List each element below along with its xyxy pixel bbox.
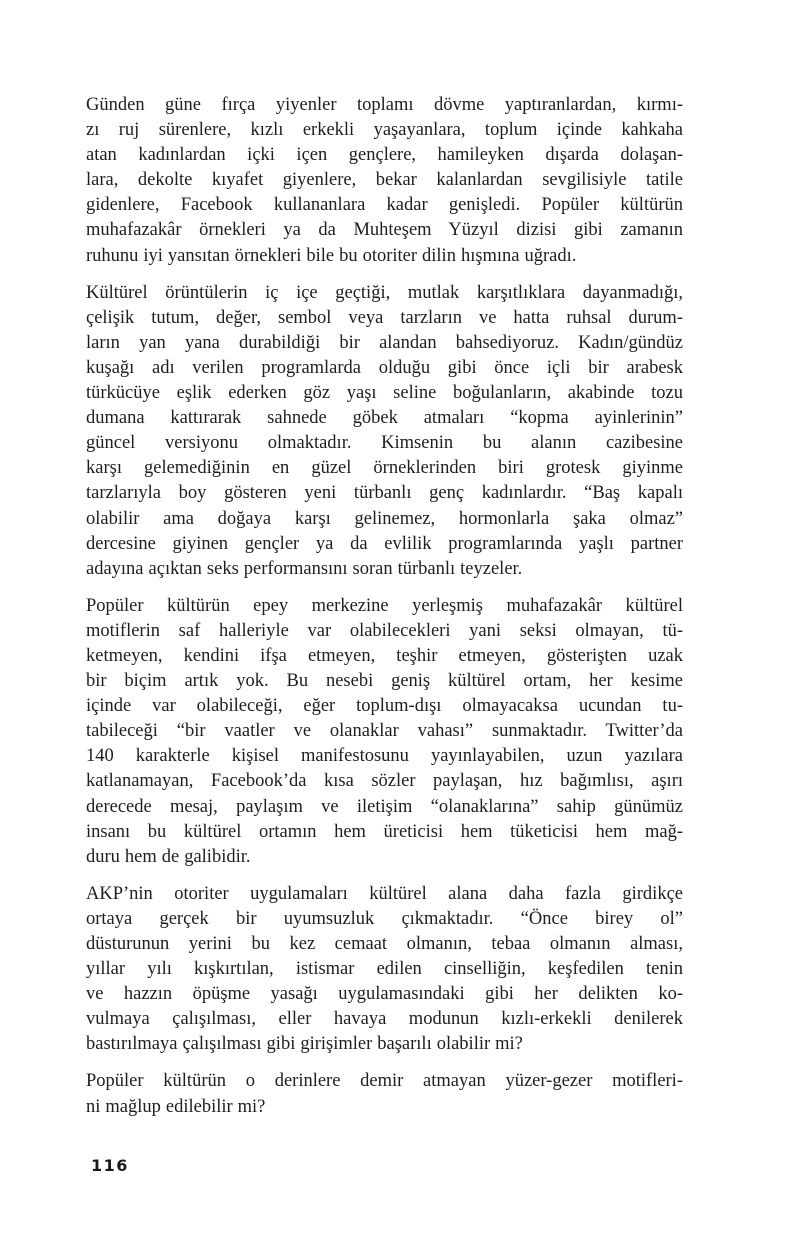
text-line: Kültürel örüntülerin iç içe geçtiği, mutlak karşıtlıklara dayanmadığı, [86, 282, 683, 303]
text-line: tabileceği “bir vaatler ve olanaklar vahası” sunmaktadır. Twitter’da [86, 721, 683, 742]
text-line: muhafazakâr örnekleri ya da Muhteşem Yüzyıl dizisi gibi zamanın [86, 220, 683, 241]
text-line: ve hazzın öpüşme yasağı uygulamasındaki gibi her delikten ko- [86, 984, 683, 1005]
text-line: lara, dekolte kıyafet giyenlere, bekar kalanlardan sevgilisiyle tatile [86, 170, 683, 191]
paragraph [86, 594, 683, 870]
text-line: duru hem de galibidir. [86, 846, 251, 867]
paragraph [86, 1069, 683, 1119]
paragraph [86, 93, 683, 269]
text-line: dercesine giyinen gençler ya da evlilik programlarında yaşlı partner [86, 533, 683, 554]
text-line: yıllar yılı kışkırtılan, istismar edilen cinselliğin, keşfedilen tenin [86, 959, 683, 980]
text-line: bastırılmaya çalışılması gibi girişimler başarılı olabilir mi? [86, 1034, 523, 1055]
text-line: adayına açıktan seks performansını soran türbanlı teyzeler. [86, 558, 523, 579]
paragraph [86, 882, 683, 1058]
text-line: çelişik tutum, değer, sembol veya tarzların ve hatta ruhsal durum- [86, 307, 683, 328]
paragraph [86, 281, 683, 582]
text-line: insanı bu kültürel ortamın hem üreticisi hem tüketicisi hem mağ- [86, 821, 683, 842]
text-line: ruhunu iyi yansıtan örnekleri bile bu otoriter dilin hışmına uğradı. [86, 245, 577, 266]
text-line: Günden güne fırça yiyenler toplamı dövme yaptıranlardan, kırmı- [86, 95, 683, 115]
text-line: ketmeyen, kendini ifşa etmeyen, teşhir etmeyen, gösterişten uzak [86, 645, 683, 666]
text-line: katlanamayan, Facebook’da kısa sözler paylaşan, hız bağımlısı, aşırı [86, 771, 683, 792]
text-line: atan kadınlardan içki içen gençlere, hamileyken dışarda dolaşan- [86, 145, 683, 166]
page-text-block [86, 93, 683, 1132]
text-line: zı ruj sürenlere, kızlı erkekli yaşayanlara, toplum içinde kahkaha [86, 120, 683, 141]
text-line: AKP’nin otoriter uygulamaları kültürel alana daha fazla girdikçe [86, 883, 683, 904]
text-line: türkücüye eşlik ederken göz yaşı seline boğulanların, akabinde tozu [86, 383, 683, 404]
text-line: gidenlere, Facebook kullananlara kadar genişledi. Popüler kültürün [86, 195, 683, 216]
text-line: Popüler kültürün epey merkezine yerleşmiş muhafazakâr kültürel [86, 595, 683, 616]
text-line: vulmaya çalışılması, eller havaya modunun kızlı-erkekli denilerek [86, 1009, 683, 1030]
text-line: dumana kattırarak sahnede göbek atmaları “kopma ayinlerinin” [86, 408, 683, 429]
text-line: ların yan yana durabildiği bir alandan bahsediyoruz. Kadın/gündüz [86, 332, 683, 353]
text-line: tarzlarıyla boy gösteren yeni türbanlı genç kadınlardır. “Baş kapalı [86, 483, 683, 504]
text-line: ni mağlup edilebilir mi? [86, 1096, 266, 1117]
text-line: düsturunun yerini bu kez cemaat olmanın, tebaa olmanın alması, [86, 934, 683, 954]
text-line: güncel versiyonu olmaktadır. Kimsenin bu alanın cazibesine [86, 433, 683, 454]
text-line: 140 karakterle kişisel manifestosunu yayınlayabilen, uzun yazılara [86, 746, 683, 767]
text-line: bir biçim artık yok. Bu nesebi geniş kültürel ortam, her kesime [86, 671, 683, 692]
text-line: kuşağı adı verilen programlarda olduğu gibi önce içli bir arabesk [86, 357, 683, 378]
text-line: Popüler kültürün o derinlere demir atmayan yüzer-gezer motifleri- [86, 1071, 683, 1092]
text-line: derecede mesaj, paylaşım ve iletişim “olanaklarına” sahip günümüz [86, 796, 683, 817]
text-line: ortaya gerçek bir uyumsuzluk çıkmaktadır. “Önce birey ol” [86, 908, 683, 929]
text-line: olabilir ama doğaya karşı gelinemez, hormonlarla şaka olmaz” [86, 508, 683, 529]
text-line: motiflerin saf halleriyle var olabilecekleri yani seksi olmayan, tü- [86, 620, 683, 641]
page-number: 116 [91, 1156, 129, 1175]
text-line: içinde var olabileceği, eğer toplum-dışı olmayacaksa ucundan tu- [86, 696, 683, 717]
text-line: karşı gelemediğinin en güzel örneklerinden biri grotesk giyinme [86, 458, 683, 479]
